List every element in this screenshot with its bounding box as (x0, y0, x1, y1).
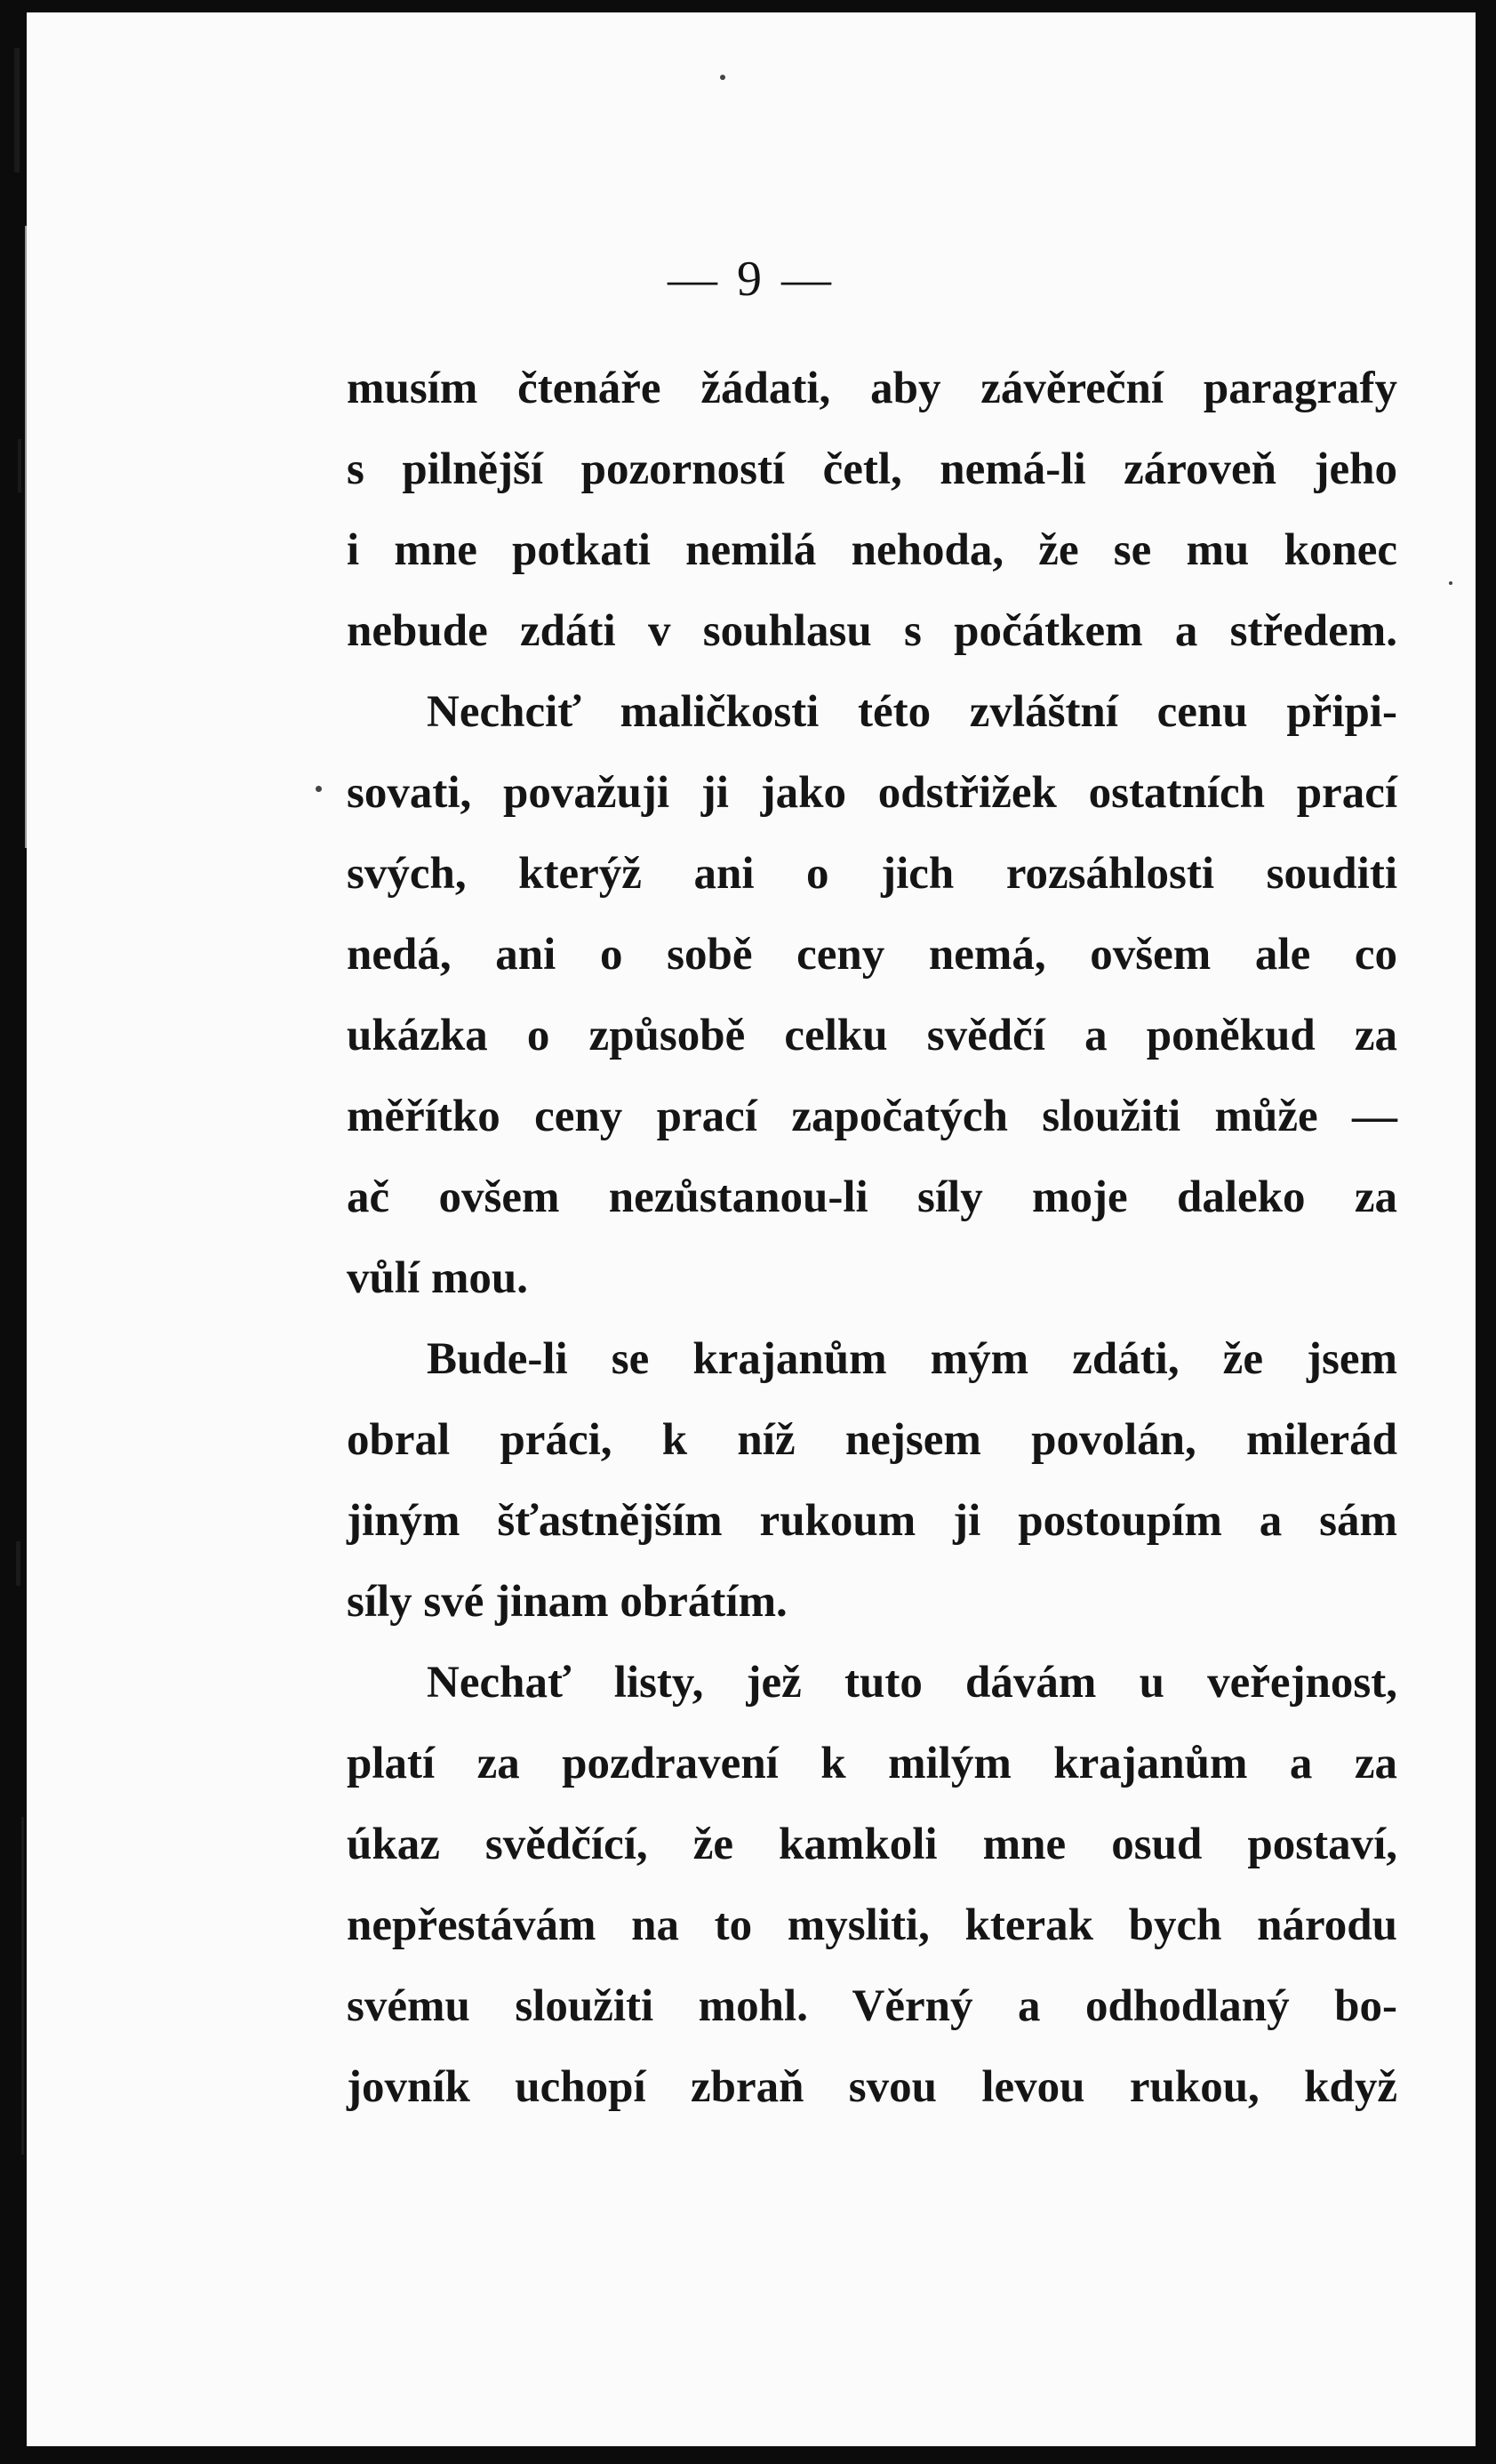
text-line: Nechať listy, jež tuto dávám u veřejnost, (427, 1658, 1397, 1708)
text-line: síly své jinam obrátím. (347, 1577, 788, 1627)
text-line: jovník uchopí zbraň svou levou rukou, když (347, 2062, 1397, 2112)
ink-speck (1449, 581, 1452, 585)
paragraph (347, 348, 1397, 672)
text-line: svých, kterýž ani o jich rozsáhlosti souditi (347, 849, 1397, 899)
text-line: ukázka o způsobě celku svědčí a poněkud za (347, 1011, 1397, 1060)
text-line: Nechciť maličkosti této zvláštní cenu připi- (427, 687, 1397, 737)
text-line: úkaz svědčící, že kamkoli mne osud postaví, (347, 1820, 1397, 1869)
text-line: nebude zdáti v souhlasu s počátkem a středem. (347, 606, 1397, 656)
text-line: nepřestávám na to mysliti, kterak bych národu (347, 1900, 1397, 1950)
text-line: vůlí mou. (347, 1253, 529, 1303)
binding-edge-mark (14, 48, 20, 172)
text-line: svému sloužiti mohl. Věrný a odhodlaný bo- (347, 1981, 1397, 2031)
binding-edge-mark (16, 1541, 20, 1586)
ink-speck (720, 75, 725, 80)
ink-speck (316, 786, 322, 792)
text-line: sovati, považuji ji jako odstřižek ostatních prací (347, 768, 1397, 818)
book-page (27, 12, 1476, 2446)
paragraph (347, 1319, 1397, 1643)
text-line: obral práci, k níž nejsem povolán, milerád (347, 1415, 1397, 1465)
text-line: jiným šťastnějším rukoum ji postoupím a sám (347, 1496, 1397, 1546)
text-line: s pilnější pozorností četl, nemá-li zároveň jeho (347, 444, 1397, 494)
paragraph (347, 1643, 1397, 2128)
text-line: platí za pozdravení k milým krajanům a za (347, 1739, 1397, 1788)
text-line: měřítko ceny prací započatých sloužiti může — (347, 1092, 1397, 1141)
text-line: musím čtenáře žádati, aby závěreční paragrafy (347, 364, 1397, 413)
binding-edge-mark (21, 1817, 24, 2155)
paragraph (347, 672, 1397, 1319)
text-line: ač ovšem nezůstanou-li síly moje daleko za (347, 1172, 1397, 1222)
binding-edge-mark (18, 439, 21, 492)
body-text (347, 348, 1397, 2128)
text-line: i mne potkati nemilá nehoda, že se mu konec (347, 525, 1397, 575)
text-line: nedá, ani o sobě ceny nemá, ovšem ale co (347, 930, 1397, 980)
page-number: — 9 — (668, 252, 835, 307)
text-line: Bude-li se krajanům mým zdáti, že jsem (427, 1334, 1397, 1384)
binding-edge-mark (25, 226, 27, 848)
